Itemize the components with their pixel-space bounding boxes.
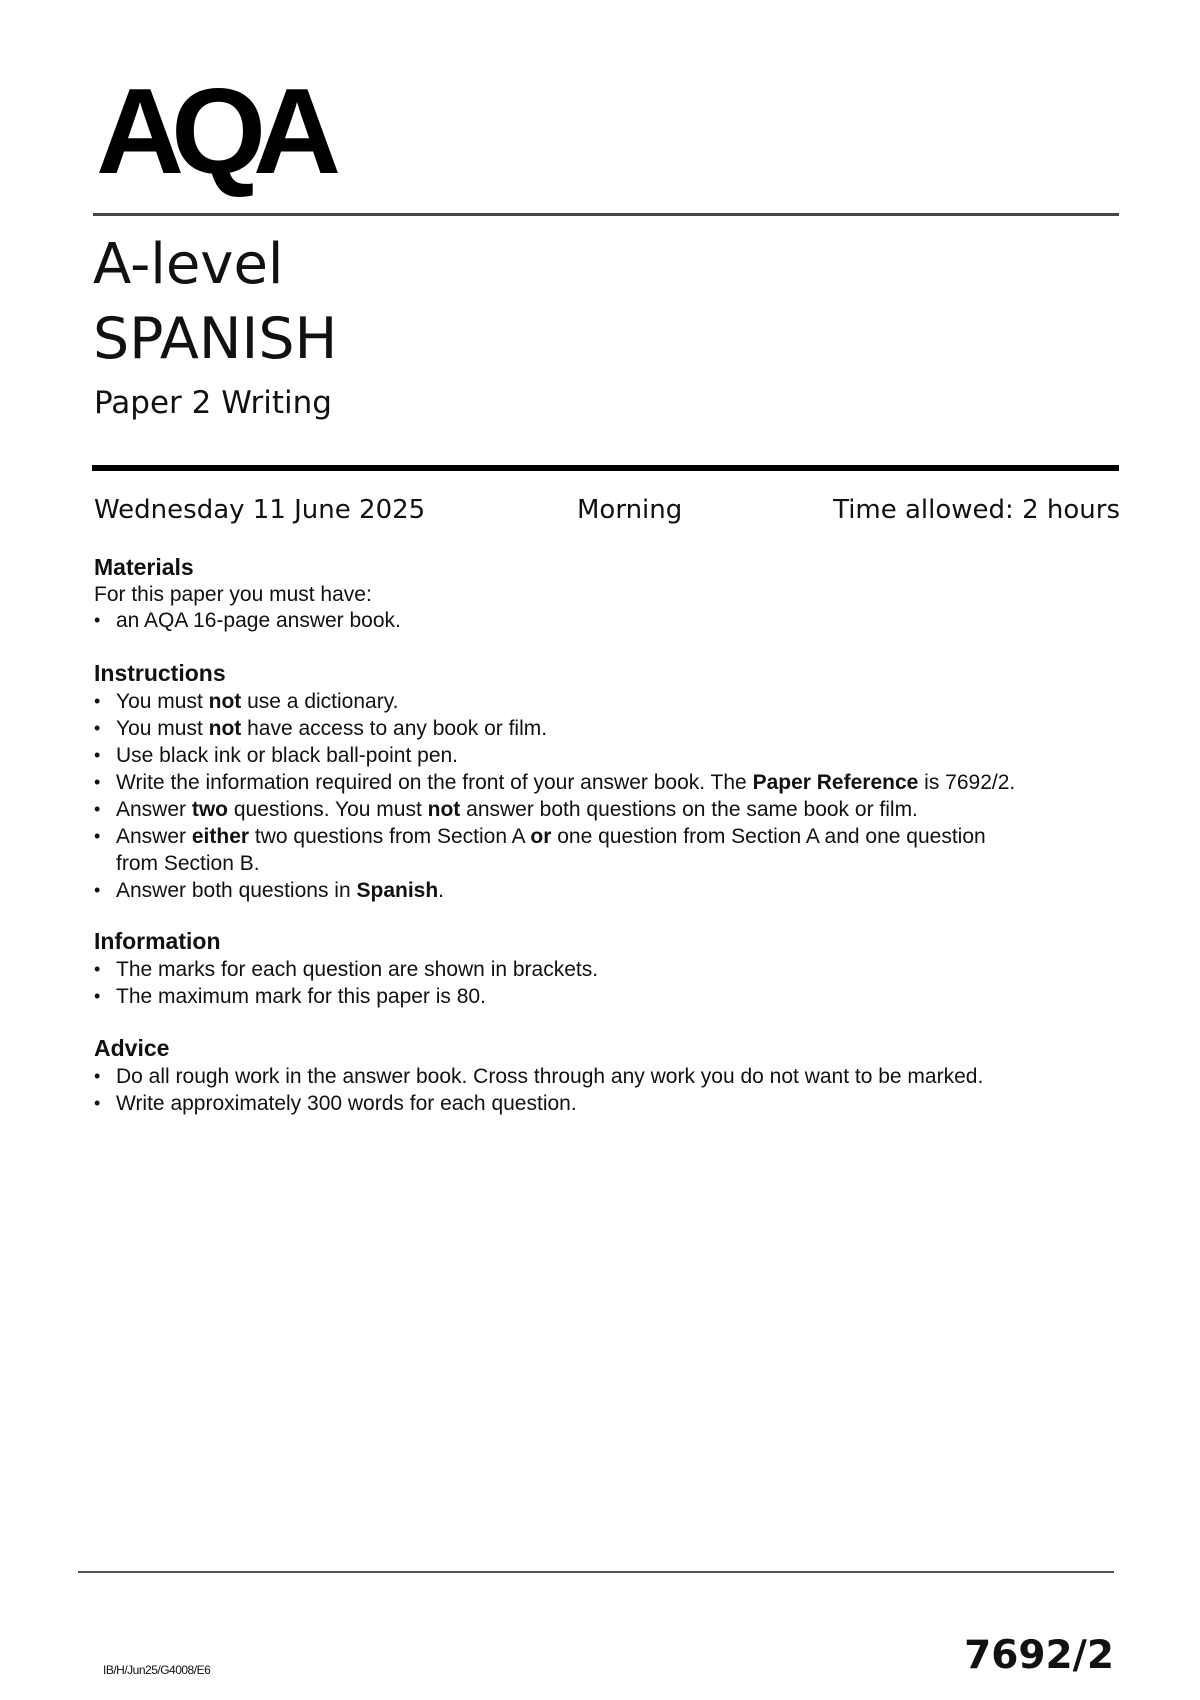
instruction-text: two questions from Section A [249, 825, 531, 848]
emphasis-text: Paper Reference [752, 771, 919, 794]
instruction-text: one question from Section A and one question [551, 825, 986, 848]
footer-reference: IB/H/Jun25/G4008/E6 [103, 1663, 211, 1677]
emphasis-text: not [208, 690, 242, 713]
title-divider [92, 465, 1119, 471]
instruction-text: Answer both questions in [116, 879, 357, 902]
instruction-text: have access to any book or film. [241, 717, 548, 740]
paper-title: Paper 2 Writing [94, 385, 332, 421]
advice-list [94, 1063, 1104, 1117]
subject-title: SPANISH [93, 306, 338, 372]
exam-session: Morning [577, 495, 683, 525]
information-heading: Information [94, 928, 221, 954]
instruction-item [94, 877, 1104, 904]
instruction-text: . [438, 879, 445, 902]
aqa-logo: AQA [96, 63, 329, 199]
footer-divider [78, 1571, 1114, 1573]
header-divider [93, 213, 1119, 216]
instruction-text: is 7692/2. [918, 771, 1016, 794]
materials-heading: Materials [94, 554, 194, 580]
instruction-text: from Section B. [116, 852, 260, 875]
instruction-text: You must [116, 717, 209, 740]
emphasis-text: two [191, 798, 229, 821]
list-item: • an AQA 16-page answer book. [94, 607, 1104, 634]
instruction-item [94, 796, 1104, 823]
time-allowed: Time allowed: 2 hours [833, 495, 1120, 525]
list-item: • The marks for each question are shown in brackets. [94, 956, 1104, 983]
instructions-list [94, 688, 1104, 904]
instruction-text: Use black ink or black ball-point pen. [116, 744, 459, 767]
instruction-text: You must [116, 690, 209, 713]
materials-intro: For this paper you must have: [94, 583, 372, 606]
emphasis-text: not [427, 798, 461, 821]
emphasis-text: Spanish [356, 879, 439, 902]
exam-date: Wednesday 11 June 2025 [94, 495, 426, 525]
instruction-text: answer both questions on the same book or film. [460, 798, 918, 821]
advice-heading: Advice [94, 1035, 170, 1061]
information-list [94, 956, 1104, 1010]
instruction-item [94, 742, 1104, 769]
list-item: • Write approximately 300 words for each question. [94, 1090, 1104, 1117]
emphasis-text: or [530, 825, 552, 848]
instructions-heading: Instructions [94, 660, 226, 686]
list-item: • The maximum mark for this paper is 80. [94, 983, 1104, 1010]
footer-paper-code: 7692/2 [964, 1633, 1114, 1678]
emphasis-text: either [191, 825, 250, 848]
instruction-item [94, 715, 1104, 742]
qualification-level: A-level [93, 232, 284, 297]
instruction-text: Write the information required on the front of your answer book. The [116, 771, 753, 794]
instruction-item [94, 688, 1104, 715]
instruction-text: Answer [116, 825, 192, 848]
materials-list [94, 607, 1104, 634]
instruction-text: questions. You must [228, 798, 428, 821]
list-item: • Do all rough work in the answer book. Cross through any work you do not want to be marked. [94, 1063, 1104, 1090]
instruction-item [94, 823, 1104, 877]
emphasis-text: not [208, 717, 242, 740]
instruction-text: use a dictionary. [241, 690, 399, 713]
instruction-text: Answer [116, 798, 192, 821]
instruction-item [94, 769, 1104, 796]
